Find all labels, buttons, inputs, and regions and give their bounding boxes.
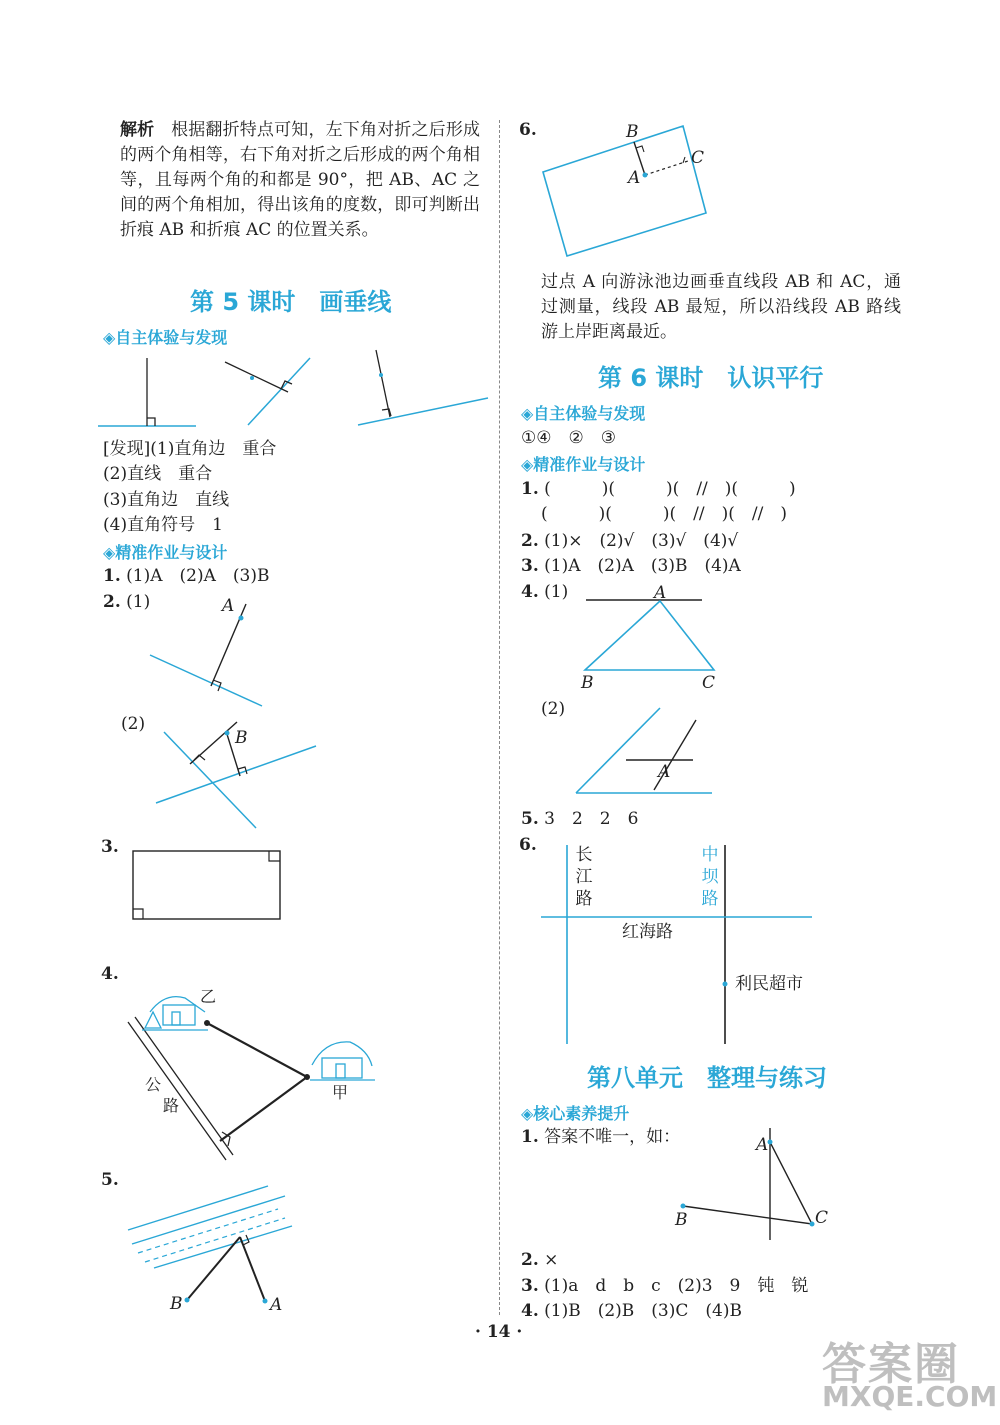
right-p2-number: 2. bbox=[521, 531, 539, 551]
watermark-logo: 答案圈 bbox=[822, 1339, 960, 1390]
right-p3-number: 3. bbox=[521, 556, 539, 576]
pool-label-B: B bbox=[626, 122, 639, 142]
right-p3-text: (1)A (2)A (3)B (4)A bbox=[544, 556, 741, 576]
unit-q1 bbox=[521, 1125, 680, 1150]
lesson5-title: 第 5 课时 画垂线 bbox=[190, 288, 392, 316]
unit-q2 bbox=[521, 1248, 558, 1273]
u1-label-B: B bbox=[675, 1210, 688, 1230]
label-lu: 路 bbox=[163, 1096, 180, 1115]
question-4-number: 4. bbox=[101, 964, 119, 984]
p4-angle-figure bbox=[576, 708, 712, 793]
analysis-text: 根据翻折特点可知，左下角对折之后形成的两个角相等，右下角对折之后形成的两个角相等，且每两个角的和都是 90°，把 AB、AC 之间的两个角相加，得出该角的度数，即可判断出折痕 AB 和折痕 AC 的位置关系。 bbox=[120, 120, 480, 240]
pool-label-A: A bbox=[628, 168, 641, 188]
analysis-label: 解析 bbox=[120, 120, 155, 140]
angle-side bbox=[576, 708, 660, 793]
section-core: ◈核心素养提升 bbox=[521, 1104, 630, 1123]
unit-q3 bbox=[521, 1274, 808, 1299]
p4-triangle-figure bbox=[580, 583, 715, 693]
unit-q4-number: 4. bbox=[521, 1301, 539, 1321]
q2b-label-B: B bbox=[235, 728, 248, 748]
right-p4-number: 4. bbox=[521, 582, 539, 602]
question-2-part1-label: (1) bbox=[126, 592, 151, 612]
lesson6-title: 第 6 课时 认识平行 bbox=[598, 364, 824, 392]
u1-point-C bbox=[810, 1222, 815, 1227]
pool-label-C: C bbox=[691, 148, 705, 168]
right-q6-number: 6. bbox=[519, 120, 537, 140]
u1-triangle-sides bbox=[683, 1142, 812, 1224]
unit8-title: 第八单元 整理与练习 bbox=[587, 1064, 827, 1092]
tri-label-A: A bbox=[654, 583, 667, 603]
unit-q4 bbox=[521, 1299, 742, 1324]
question-3-number: 3. bbox=[101, 837, 119, 857]
label-changjiang-road: 长江路 bbox=[575, 845, 593, 909]
discovery-2: (2)直线 重合 bbox=[103, 464, 213, 484]
unit-q1-text: 答案不唯一，如： bbox=[544, 1127, 681, 1147]
q5-label-A: A bbox=[270, 1295, 283, 1315]
page-number: · 14 · bbox=[475, 1322, 523, 1342]
discovery-3: (3)直角边 直线 bbox=[103, 490, 230, 510]
discovery-1: [发现](1)直角边 重合 bbox=[103, 439, 277, 459]
label-honghai-road: 红海路 bbox=[622, 922, 673, 942]
discovery-4: (4)直角符号 1 bbox=[103, 515, 223, 535]
unit-q3-number: 3. bbox=[521, 1276, 539, 1296]
angle-label-A: A bbox=[658, 762, 671, 782]
right-p1-row1-text: ( )( )( // )( ) bbox=[544, 479, 796, 499]
explore-answer: ①④ ② ③ bbox=[521, 428, 616, 448]
right-p4-sub1: (1) bbox=[544, 582, 569, 602]
right-p1-number: 1. bbox=[521, 479, 539, 499]
tri-label-B: B bbox=[581, 673, 594, 693]
store-point bbox=[723, 982, 728, 987]
question-2-part2-label: (2) bbox=[121, 714, 146, 734]
watermark-url: MXQE.COM bbox=[822, 1380, 998, 1413]
right-q6-text: 过点 A 向游泳池边画垂直线段 AB 和 AC，通过测量，线段 AB 最短，所以沿线段 AB 路线游上岸距离最近。 bbox=[541, 272, 901, 342]
right-p2-text: (1)× (2)√ (3)√ (4)√ bbox=[544, 531, 739, 551]
unit-q2-text: × bbox=[544, 1250, 559, 1270]
right-p6-number: 6. bbox=[519, 835, 537, 855]
question-2-number: 2. bbox=[103, 592, 121, 612]
q5-label-B: B bbox=[170, 1294, 183, 1314]
question-5-number: 5. bbox=[101, 1170, 119, 1190]
section-explore-left: ◈自主体验与发现 bbox=[103, 328, 228, 347]
label-jia: 甲 bbox=[332, 1083, 349, 1102]
tri-label-C: C bbox=[702, 673, 716, 693]
u1-triangle-figure bbox=[674, 1128, 828, 1240]
u1-label-A: A bbox=[756, 1135, 769, 1155]
right-p5-text: 3 2 2 6 bbox=[544, 809, 639, 829]
right-p4-sub2: (2) bbox=[541, 699, 566, 719]
unit-q3-text: (1)a d b c (2)3 9 钝 锐 bbox=[544, 1276, 809, 1296]
triangle-ABC bbox=[585, 601, 714, 670]
section-practice-right: ◈精准作业与设计 bbox=[521, 455, 646, 474]
label-gong: 公 bbox=[145, 1075, 162, 1094]
q2a-label-A: A bbox=[222, 596, 235, 616]
right-p5-number: 5. bbox=[521, 809, 539, 829]
u1-label-C: C bbox=[815, 1208, 829, 1228]
label-store: 利民超市 bbox=[735, 974, 803, 994]
unit-q2-number: 2. bbox=[521, 1250, 539, 1270]
unit-q4-text: (1)B (2)B (3)C (4)B bbox=[544, 1301, 742, 1321]
label-zhongba-road: 中坝路 bbox=[701, 845, 719, 909]
question-1-answer: (1)A (2)A (3)B bbox=[126, 566, 270, 586]
right-p1-row2: ( )( )( // )( // ) bbox=[541, 504, 787, 524]
u1-point-B bbox=[681, 1204, 686, 1209]
label-yi: 乙 bbox=[200, 987, 217, 1006]
section-practice-left: ◈精准作业与设计 bbox=[103, 543, 228, 562]
section-explore-right: ◈自主体验与发现 bbox=[521, 404, 646, 423]
question-1-number: 1. bbox=[103, 566, 121, 586]
unit-q1-number: 1. bbox=[521, 1127, 539, 1147]
